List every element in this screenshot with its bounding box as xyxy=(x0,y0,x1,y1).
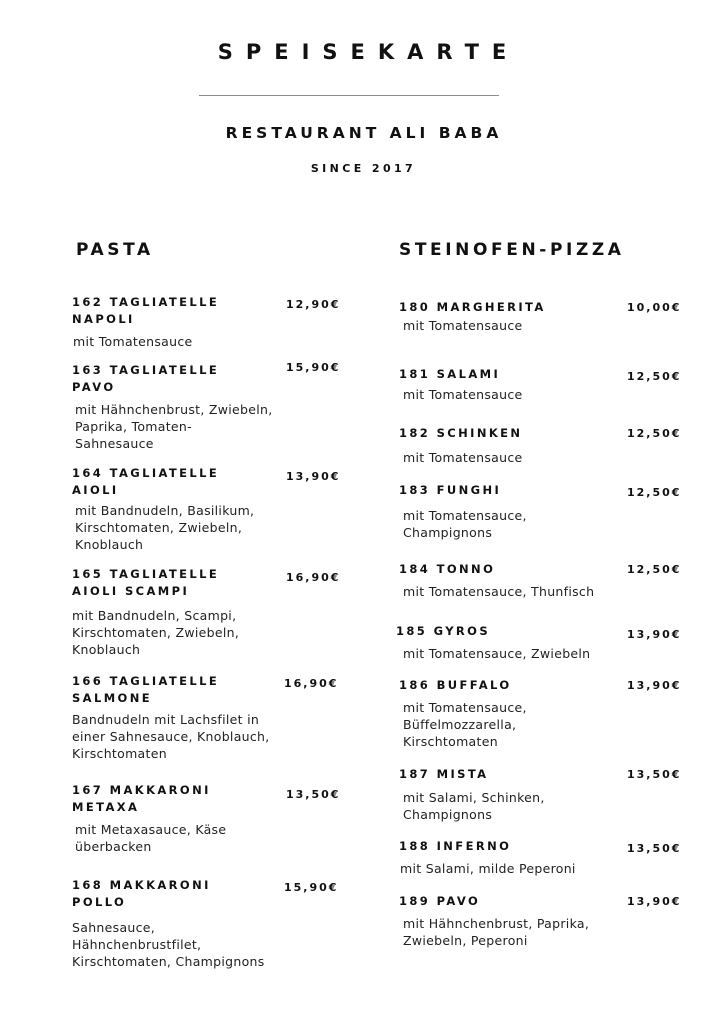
item-name: 164 TAGLIATELLE AIOLI xyxy=(72,466,220,497)
item-name: 187 MISTA xyxy=(399,767,489,781)
item-description: mit Tomatensauce xyxy=(403,450,523,465)
item-price: 12,90€ xyxy=(286,298,341,311)
item-name: 165 TAGLIATELLE AIOLI SCAMPI xyxy=(72,567,220,598)
item-description: mit Hähnchenbrust, Zwiebeln, Paprika, Tomaten- Sahnesauce xyxy=(75,402,273,451)
item-description: mit Tomatensauce xyxy=(403,387,523,402)
item-description: mit Tomatensauce xyxy=(73,334,193,349)
item-name: 182 SCHINKEN xyxy=(399,426,523,440)
item-description: mit Metaxasauce, Käse überbacken xyxy=(75,822,227,854)
item-price: 12,50€ xyxy=(627,486,682,499)
item-price: 13,90€ xyxy=(627,628,682,641)
item-name: 163 TAGLIATELLE PAVO xyxy=(72,363,220,394)
item-name: 183 FUNGHI xyxy=(399,483,502,497)
item-name: 166 TAGLIATELLE SALMONE xyxy=(72,674,220,705)
item-name: 181 SALAMI xyxy=(399,367,501,381)
restaurant-name: RESTAURANT ALI BABA xyxy=(225,124,503,142)
item-description: mit Tomatensauce, Champignons xyxy=(403,508,527,540)
item-description: Bandnudeln mit Lachsfilet in einer Sahnesauce, Knoblauch, Kirschtomaten xyxy=(72,712,270,761)
item-description: mit Tomatensauce, Zwiebeln xyxy=(403,646,591,661)
item-description: mit Bandnudeln, Basilikum, Kirschtomaten, Zwiebeln, Knoblauch xyxy=(75,503,255,552)
title-divider xyxy=(199,95,499,96)
menu-title: SPEISEKARTE xyxy=(217,40,520,64)
item-description: mit Hähnchenbrust, Paprika, Zwiebeln, Peperoni xyxy=(403,916,590,948)
item-price: 13,90€ xyxy=(286,470,341,483)
item-price: 13,50€ xyxy=(627,842,682,855)
item-price: 13,90€ xyxy=(627,679,682,692)
item-name: 162 TAGLIATELLE NAPOLI xyxy=(72,295,220,326)
pizza-section-title: STEINOFEN-PIZZA xyxy=(399,240,625,260)
item-description: mit Salami, milde Peperoni xyxy=(400,861,576,876)
item-description: mit Bandnudeln, Scampi, Kirschtomaten, Zwiebeln, Knoblauch xyxy=(72,608,240,657)
item-price: 13,50€ xyxy=(286,788,341,801)
item-name: 185 GYROS xyxy=(396,624,491,638)
item-price: 12,50€ xyxy=(627,563,682,576)
item-name: 184 TONNO xyxy=(399,562,496,576)
pasta-section-title: PASTA xyxy=(76,240,154,260)
item-price: 13,90€ xyxy=(627,895,682,908)
item-price: 16,90€ xyxy=(286,571,341,584)
item-name: 186 BUFFALO xyxy=(399,678,512,692)
item-description: mit Tomatensauce xyxy=(403,318,523,333)
item-description: mit Tomatensauce, Thunfisch xyxy=(403,584,595,599)
item-price: 12,50€ xyxy=(627,370,682,383)
item-description: mit Tomatensauce, Büffelmozzarella, Kirschtomaten xyxy=(403,700,527,749)
item-price: 13,50€ xyxy=(627,768,682,781)
item-price: 15,90€ xyxy=(284,881,339,894)
item-name: 180 MARGHERITA xyxy=(399,300,546,314)
item-price: 10,00€ xyxy=(627,301,682,314)
item-price: 16,90€ xyxy=(284,677,339,690)
since-label: SINCE 2017 xyxy=(310,162,417,175)
item-price: 12,50€ xyxy=(627,427,682,440)
item-name: 167 MAKKARONI METAXA xyxy=(72,783,211,814)
item-name: 168 MAKKARONI POLLO xyxy=(72,878,211,909)
item-name: 189 PAVO xyxy=(399,894,481,908)
item-description: Sahnesauce, Hähnchenbrustfilet, Kirschtomaten, Champignons xyxy=(72,920,265,969)
item-name: 188 INFERNO xyxy=(399,839,512,853)
item-price: 15,90€ xyxy=(286,361,341,374)
item-description: mit Salami, Schinken, Champignons xyxy=(403,790,545,822)
